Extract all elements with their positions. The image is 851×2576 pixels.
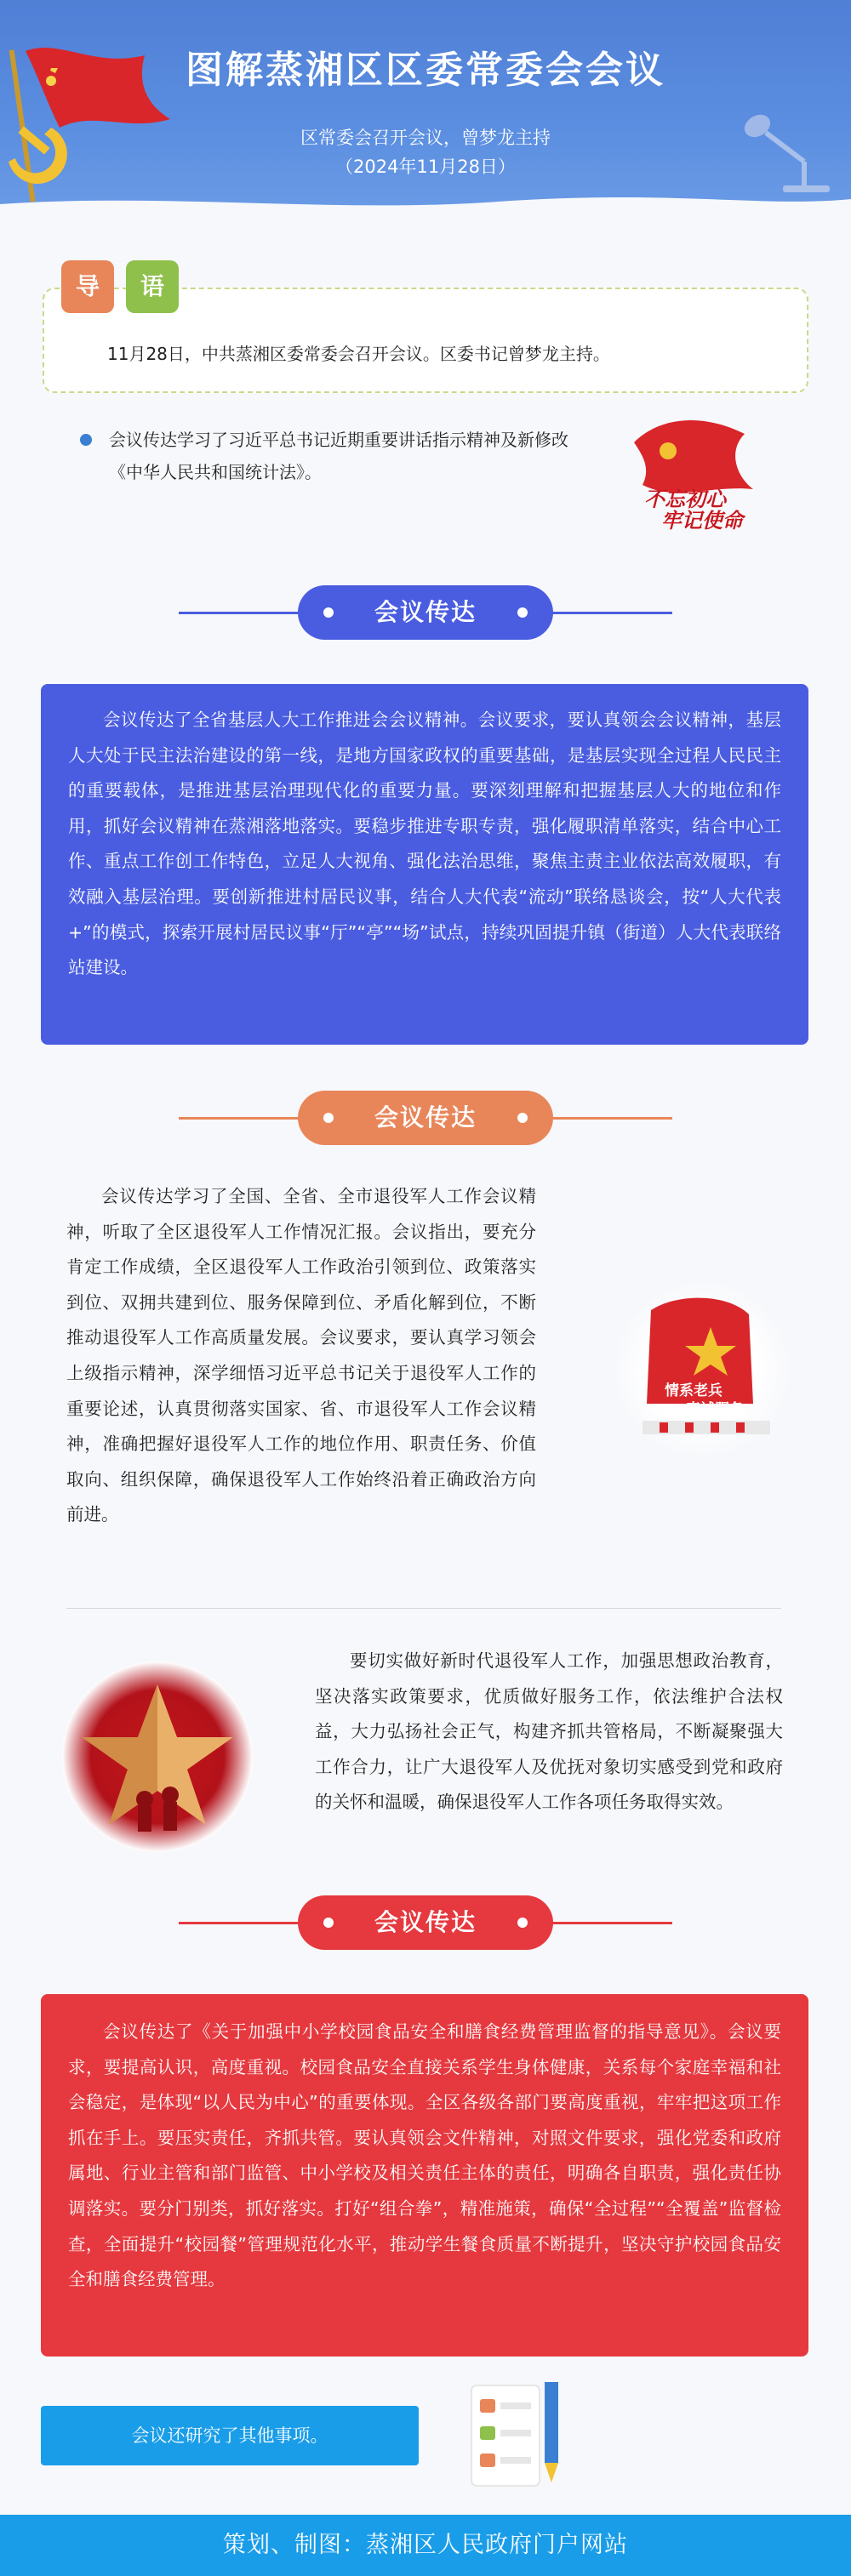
section-header-1 [298, 585, 553, 640]
header-dot [323, 607, 334, 618]
section-divider [66, 1608, 781, 1609]
intro-text: 11月28日，中共蒸湘区委常委会召开会议。区委书记曾梦龙主持。 [107, 344, 610, 364]
bullet-dot [80, 434, 92, 446]
section-title: 会议传达 [374, 1908, 477, 1936]
section-3-text: 会议传达了《关于加强中小学校园食品安全和膳食经费管理监督的指导意见》。会议要求，要提高认识，高度重视。校园食品安全直接关系学生身体健康，关系每个家庭幸福和社会稳定，是体现“以人民为中心”的重要体现。全区各级各部门要高度重视，牢牢把这项工作抓在手上。要压实责任，齐抓共管。要认真领会文件精神，对照文件要求，强化党委和政府属地、行业主管和部门监管、中小学校及相关责任主体的责任，明确各自职责，强化责任协调落实。要分门别类，抓好落实。打好“组合拳”，精准施策，确保“全过程”“全覆盖”监督检查，全面提升“校园餐”管理规范化水平，推动学生餐食质量不断提升，坚决守护校园食品安全和膳食经费管理。 [41, 1994, 808, 2357]
footer-credit: 策划、制图：蒸湘区人民政府门户网站 [0, 2515, 851, 2576]
section-title: 会议传达 [374, 598, 477, 626]
party-emblem-icon [608, 408, 762, 536]
checklist-pencil-icon [465, 2374, 575, 2493]
header-dot [517, 1113, 528, 1123]
intro-tag: 导 [61, 260, 114, 313]
bullet-text: 会议传达学习了习近平总书记近期重要讲话指示精神及新修改《中华人民共和国统计法》。 [109, 430, 568, 482]
microphone-icon [732, 102, 842, 196]
other-matters-banner: 会议还研究了其他事项。 [41, 2406, 419, 2465]
header-dot [517, 1918, 528, 1928]
intro-tag: 语 [126, 260, 179, 313]
page-title: 图解蒸湘区区委常委会会议 [186, 48, 665, 92]
badge-text-1: 情系老兵 [665, 1382, 722, 1399]
header-dot [323, 1918, 334, 1928]
header-banner [0, 0, 851, 213]
header-dot [323, 1113, 334, 1123]
section-2-text: 会议传达学习了全国、全省、全市退役军人工作会议精神，听取了全区退役军人工作情况汇报。会议指出，要充分肯定工作成绩，全区退役军人工作政治引领到位、政策落实到位、双拥共建到位、服务保障到位、矛盾化解到位，不断推动退役军人工作高质量发展。会议要求，要认真学习领会上级指示精神，深学细悟习近平总书记关于退役军人工作的重要论述，认真贯彻落实国家、省、市退役军人工作会议精神，准确把握好退役军人工作的地位作用、职责任务、价值取向、组织保障，确保退役军人工作始终沿着正确政治方向前进。 [66, 1186, 536, 1525]
section-2-text-continued: 要切实做好新时代退役军人工作，加强思想政治教育，坚决落实政策要求，优质做好服务工作，依法维护合法权益，大力弘扬社会正气，构建齐抓共管格局，不断凝聚强大工作合力，让广大退役军人及优抚对象切实感受到党和政府的关怀和温暖，确保退役军人工作各项任务取得实效。 [315, 1650, 783, 1813]
page-subtitle: 区常委会召开会议，曾梦龙主持 [300, 128, 551, 148]
emblem-slogan-1: 不忘初心 [644, 487, 726, 511]
veteran-service-badge-icon [608, 1276, 796, 1463]
red-star-soldiers-icon [60, 1659, 255, 1855]
section-header-3 [298, 1895, 553, 1950]
section-title: 会议传达 [374, 1103, 477, 1131]
section-1-text: 会议传达了全省基层人大工作推进会会议精神。会议要求，要认真领会会议精神，基层人大处于民主法治建设的第一线，是地方国家政权的重要基础，是基层实现全过程人民民主的重要载体，是推进基层治理现代化的重要力量。要深刻理解和把握基层人大的地位和作用，抓好会议精神在蒸湘落地落实。要稳步推进专职专责，强化履职清单落实，结合中心工作、重点工作创工作特色，立足人大视角、强化法治思维，聚焦主责主业依法高效履职，有效融入基层治理。要创新推进村居民议事，结合人大代表“流动”联络恳谈会，按“人大代表+”的模式，探索开展村居民议事“厅”“亭”“场”试点，持续巩固提升镇（街道）人大代表联络站建设。 [41, 684, 808, 1045]
badge-text-2: 真诚服务 [686, 1401, 744, 1418]
header-wave [0, 192, 851, 213]
section-header-2 [298, 1091, 553, 1145]
emblem-slogan-2: 牢记使命 [661, 508, 743, 533]
page-date: （2024年11月28日） [335, 157, 516, 177]
header-dot [517, 607, 528, 618]
